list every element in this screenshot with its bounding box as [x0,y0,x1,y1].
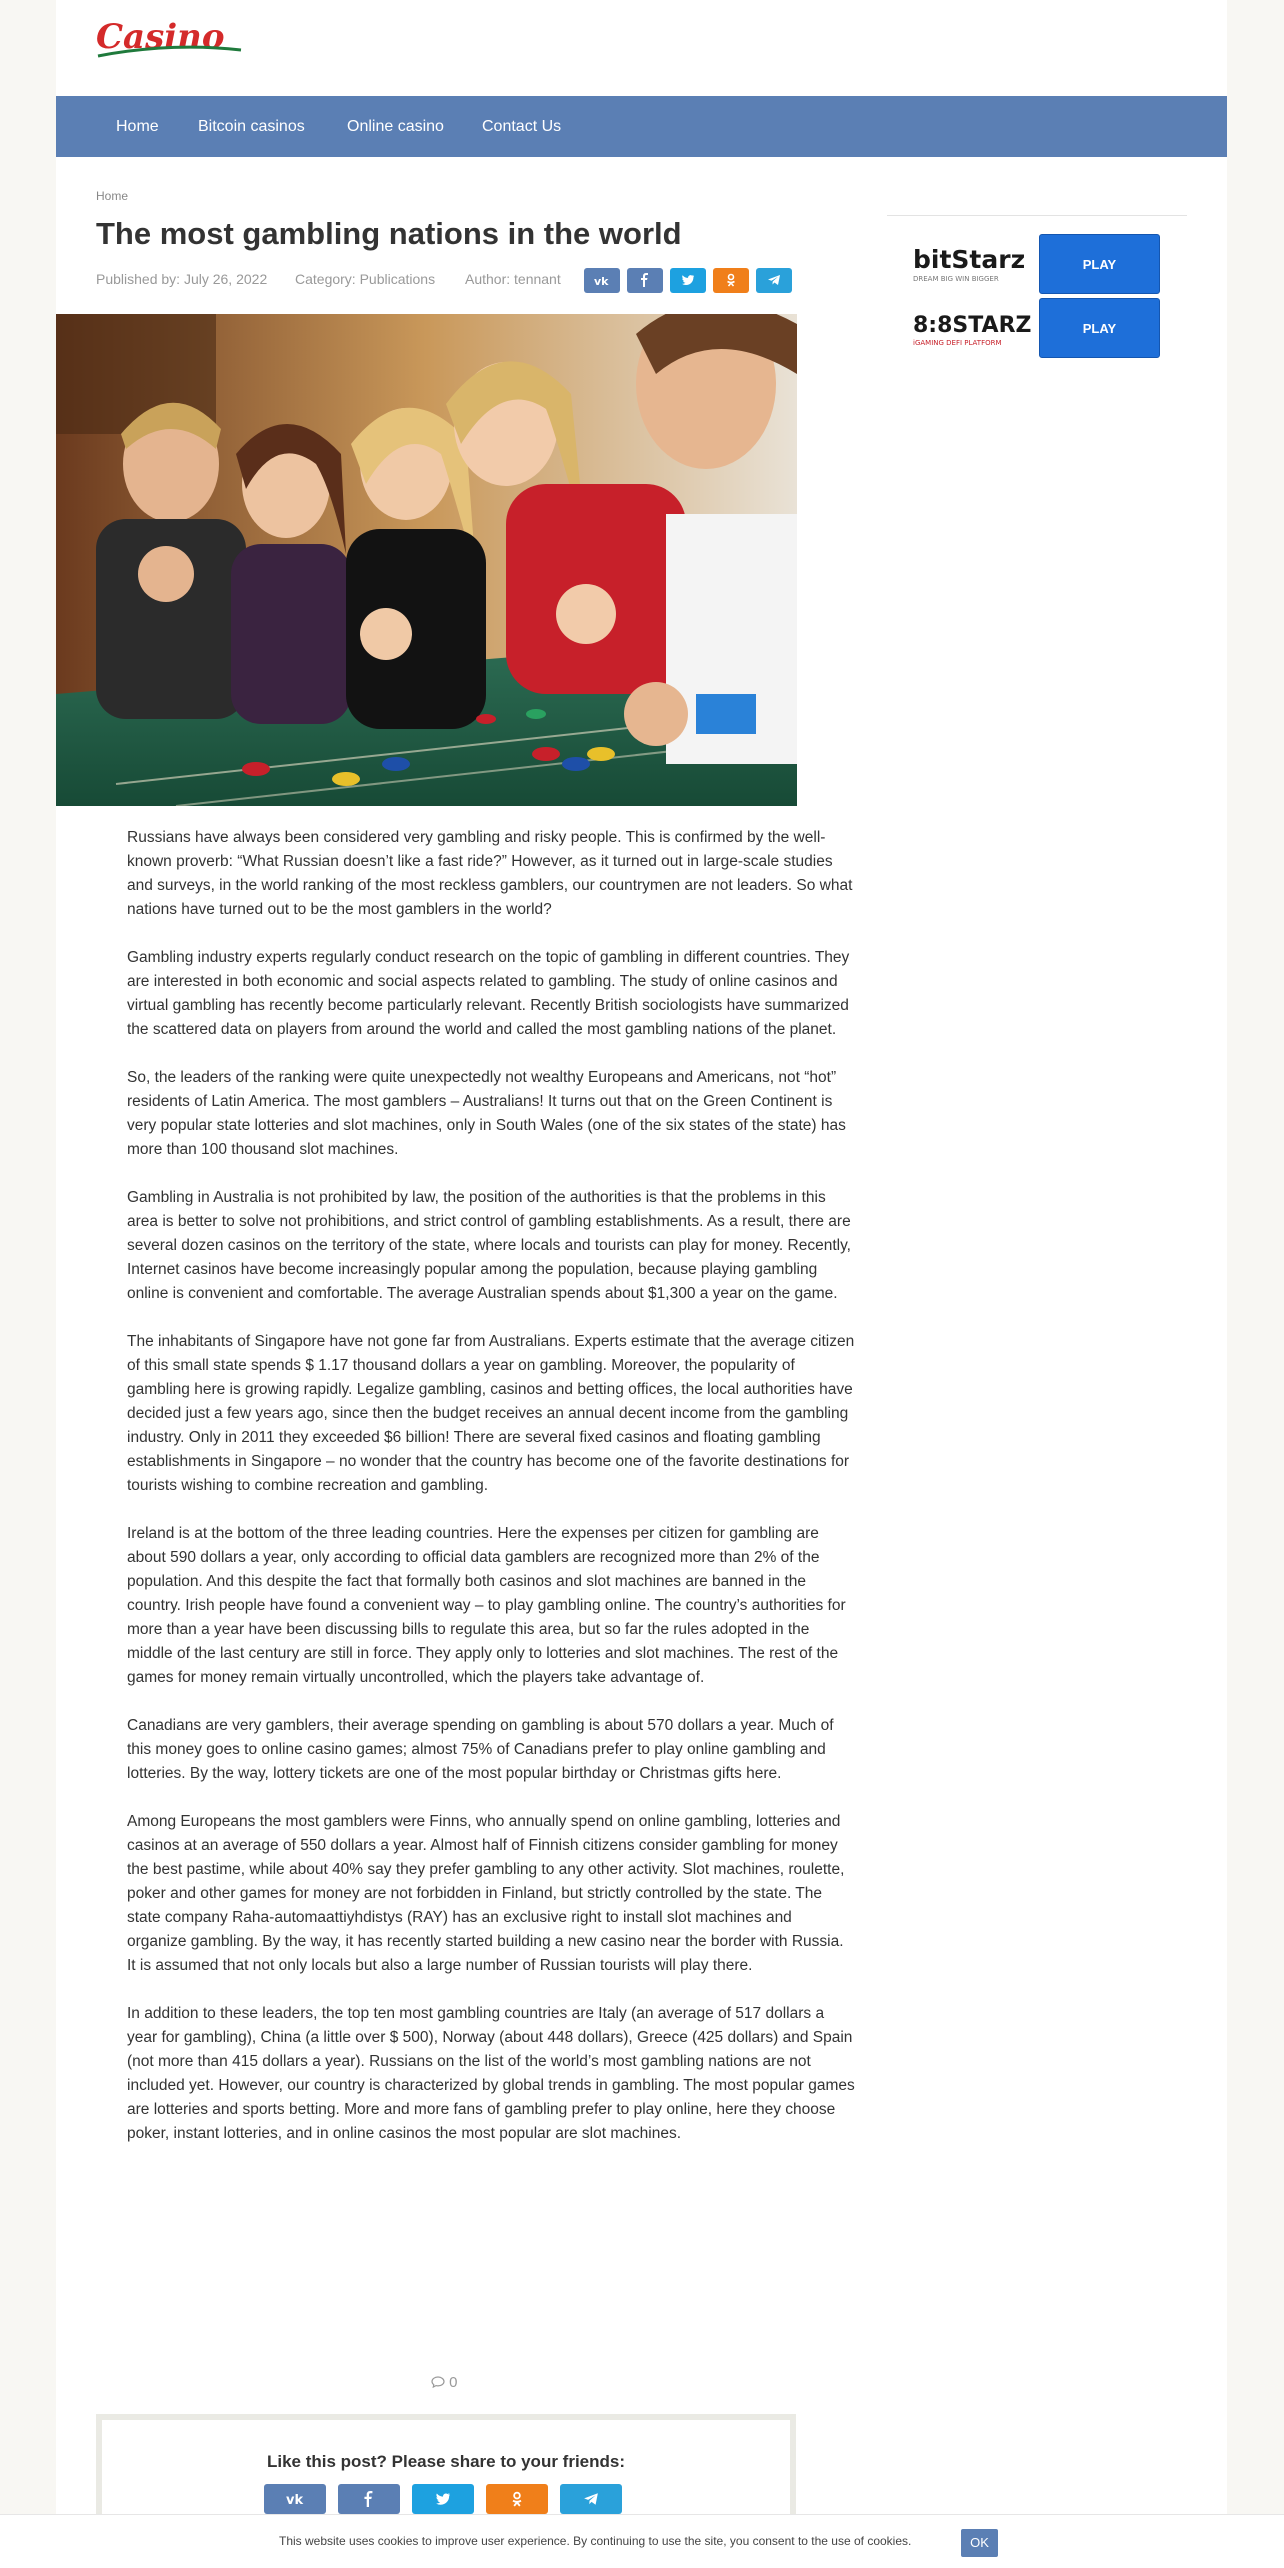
article-paragraph: Gambling in Australia is not prohibited by law, the position of the authorities is that the problems in this area is better to solve not prohibitions, and strict control of gambling establishments. As a result, there are several dozen casinos on the territory of the state, where locals and tourists can play for money. Recently, Internet casinos have become increasingly popular among the population, because playing gambling online is convenient and comfortable. The average Australian spends about $1,300 a year on the game. [127,1189,851,1302]
svg-text:vk: vk [594,275,609,287]
bitstarz-logo [911,234,1039,294]
twitter-icon [435,2491,451,2507]
cookie-text: This website uses cookies to improve user experience. By continuing to use the site, you consent to the use of cookies. [279,2534,912,2548]
bitstarz-play-button[interactable]: PLAY [1039,234,1160,294]
article-hero-image [56,314,797,806]
svg-text:iGAMING DEFI PLATFORM: iGAMING DEFI PLATFORM [913,339,1002,347]
article-paragraph: In addition to these leaders, the top ten most gambling countries are Italy (an average of 517 dollars a year for gambling), China (a little over $ 500), Norway (about 448 dollars), Greece (425 dollars) and Spain (not more than 415 dollars a year). Russians on the list of the world’s most gambling nations are not included yet. However, our country is characterized by global trends in gambling. The most popular games are lotteries and sports betting. More and more fans of gambling prefer to play online, here they choose poker, instant lotteries, and in online casinos the most popular are slot machines. [127,2005,855,2142]
odnoklassniki-icon [509,2491,525,2507]
main-nav [56,96,1227,157]
svg-text:Casino: Casino [96,17,225,57]
share-box-telegram-button[interactable] [560,2484,622,2514]
article-paragraph: Ireland is at the bottom of the three leading countries. Here the expenses per citizen for gambling are about 590 dollars a year, only according to official data gamblers are recognized more than 2% of the population. And this despite the fact that formally both casinos and slot machines are banned in the country. Irish people have found a convenient way – to play gambling online. The country’s authorities for more than a year have been discussing bills to regulate this area, but so far the rules adopted in the middle of the last century are still in force. They apply only to lotteries and slot machines. The rest of the games for money remain virtually uncontrolled, which the players take advantage of. [127,1525,846,1686]
sidebar-divider [887,215,1187,216]
share-telegram-button[interactable] [756,268,792,293]
casino-logo[interactable] [96,12,246,62]
twitter-icon [681,273,695,287]
8starz-banner[interactable] [911,298,1161,358]
facebook-icon [361,2491,377,2507]
nav-item-contact-us[interactable]: Contact Us [482,118,562,135]
cookie-banner [0,2514,1284,2568]
svg-text:DREAM BIG WIN BIGGER: DREAM BIG WIN BIGGER [913,275,999,283]
share-facebook-button[interactable] [627,268,663,293]
vk-icon [593,273,611,287]
svg-text:bitStarz: bitStarz [913,245,1026,274]
article-paragraph: Among Europeans the most gamblers were Finns, who annually spend on online gambling, lotteries and casinos at an average of 550 dollars a year. Almost half of Finnish citizens consider gambling for money the best pastime, while about 40% say they prefer gambling to any other activity. Slot machines, roulette, poker and other games for money are not forbidden in Finland, but strictly controlled by the state. The state company Raha-automaattiyhdistys (RAY) has an exclusive right to install slot machines and organize gambling. By the way, it has recently started building a new casino near the border with Russia. It is assumed that not only locals but also a large number of Russian tourists will play there. [127,1813,845,1974]
share-twitter-button[interactable] [670,268,706,293]
casino-players-illustration [56,314,797,806]
article-paragraph: Russians have always been considered very gambling and risky people. This is confirmed by the well-known proverb: “What Russian doesn’t like a fast ride?” However, as it turned out in large-scale studies and surveys, in the world ranking of the most reckless gamblers, our countrymen are not leaders. So what nations have turned out to be the most gamblers in the world? [127,829,853,918]
telegram-icon [767,273,781,287]
vk-icon [285,2491,305,2507]
article-paragraph: The inhabitants of Singapore have not gone far from Australians. Experts estimate that the average citizen of this small state spends $ 1.17 thousand dollars a year on gambling. Moreover, the popularity of gambling here is growing rapidly. Legalize gambling, casinos and betting offices, the local authorities have decided just a few years ago, since then the budget receives an annual decent income from the gambling industry. Only in 2011 they exceeded $6 billion! There are several fixed casinos and floating gambling establishments in Singapore – no wonder that the country has become one of the favorite destinations for tourists wishing to combine recreation and gambling. [127,1333,855,1494]
share-box-twitter-button[interactable] [412,2484,474,2514]
breadcrumb[interactable]: Home [96,189,129,203]
page [56,0,1227,2568]
nav-item-online-casino[interactable]: Online casino [347,118,444,135]
share-vk-button[interactable] [584,268,620,293]
odnoklassniki-icon [724,273,738,287]
published-date: Published by: July 26, 2022 [96,271,268,287]
svg-text:vk: vk [286,2493,304,2507]
share-box-ok-button[interactable] [486,2484,548,2514]
share-ok-button[interactable] [713,268,749,293]
8starz-logo [911,298,1039,358]
share-box-heading: Like this post? Please share to your friends: [266,2452,626,2471]
bitstarz-banner[interactable] [911,234,1161,294]
nav-item-bitcoin-casinos[interactable]: Bitcoin casinos [198,118,305,135]
share-box-vk-button[interactable] [264,2484,326,2514]
comment-icon [431,2376,445,2388]
site-header [56,0,1227,96]
svg-text:8:8STARZ: 8:8STARZ [913,313,1032,338]
category-link[interactable]: Category: Publications [295,271,436,287]
comments-count[interactable] [431,2374,458,2391]
telegram-icon [583,2491,599,2507]
8starz-play-button[interactable]: PLAY [1039,298,1160,358]
author: Author: tennant [465,271,561,287]
article-paragraph: So, the leaders of the ranking were quite unexpectedly not wealthy Europeans and Americans, not “hot” residents of Latin America. The most gamblers – Australians! It turns out that on the Green Continent is very popular state lotteries and slot machines, only in South Wales (one of the six states of the state) has more than 100 thousand slot machines. [127,1069,846,1158]
article-body [127,826,855,2170]
nav-item-home[interactable]: Home [116,118,159,135]
page-title: The most gambling nations in the world [96,216,682,251]
article-paragraph: Gambling industry experts regularly conduct research on the topic of gambling in different countries. They are interested in both economic and social aspects related to gambling. The study of online casinos and virtual gambling has recently become particularly relevant. Recently British sociologists have summarized the scattered data on players from around the world and called the most gambling nations of the planet. [127,949,850,1038]
article-paragraph: Canadians are very gamblers, their average spending on gambling is about 570 dollars a year. Much of this money goes to online casino games; almost 75% of Canadians prefer to play online gambling and lotteries. By the way, lottery tickets are one of the most popular birthday or Christmas gifts here. [127,1717,834,1782]
comments-count-value: 0 [449,2374,458,2391]
share-box-facebook-button[interactable] [338,2484,400,2514]
cookie-ok-button[interactable]: OK [961,2529,998,2557]
facebook-icon [638,273,652,287]
